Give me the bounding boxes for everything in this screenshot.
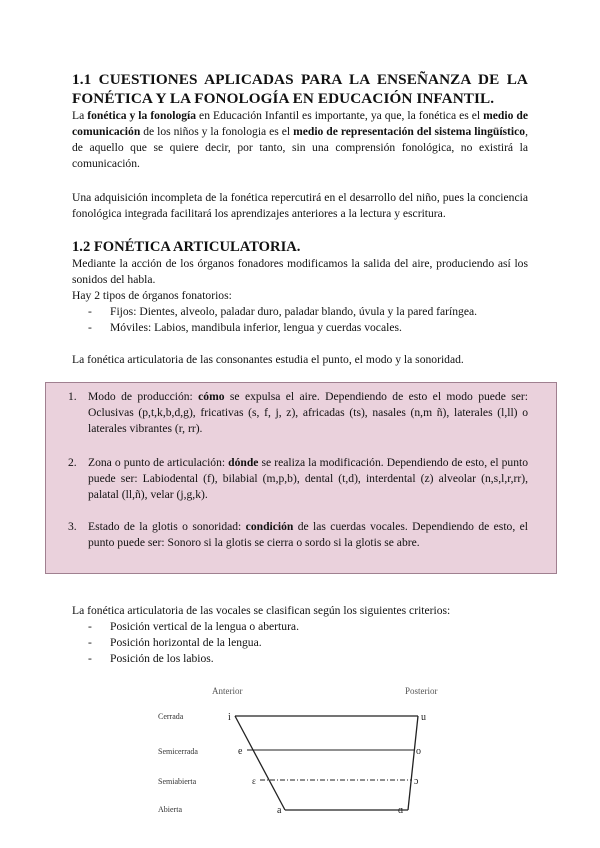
list-item: - Posición vertical de la lengua o abertura. xyxy=(88,620,299,633)
list-item: - Fijos: Dientes, alveolo, paladar duro, paladar blando, úvula y la pared faríngea. xyxy=(88,305,478,318)
vowel-trapezoid-diagram xyxy=(140,682,460,848)
front-label: Anterior xyxy=(212,686,243,696)
row-label-cerrada: Cerrada xyxy=(158,712,184,721)
paragraph-phonatory-organs-intro: Mediante la acción de los órganos fonadores modificamos la salida del aire, produciendo así los sonidos del habla. xyxy=(72,257,528,286)
back-label: Posterior xyxy=(405,686,438,696)
row-label-semiabierta: Semiabierta xyxy=(158,777,197,786)
vowel-criteria-list xyxy=(88,619,299,667)
list-item: - Posición horizontal de la lengua. xyxy=(88,636,262,649)
vowel-open-o: ɔ xyxy=(414,776,419,787)
vowel-open-e: ɛ xyxy=(252,776,256,786)
vowel-e: e xyxy=(238,746,243,757)
consonants-intro: La fonética articulatoria de las consonantes estudia el punto, el modo y la sonoridad. xyxy=(72,353,464,366)
paragraph-phonetics-importance: La fonética y la fonología en Educación Infantil es importante, ya que, la fonética es el medio de comunicación de los niños y la fonologia es el medio de representación del sistema lingüístico, de aquello que se quiere decir, por tanto, sin una comprensión fonológica, no existirá la comunicación. xyxy=(72,109,528,170)
vowel-back-a: ɑ xyxy=(398,805,404,816)
vowel-u: u xyxy=(421,712,426,723)
row-label-semicerrada: Semicerrada xyxy=(158,747,198,756)
front-edge-line xyxy=(235,716,285,810)
vowel-i: i xyxy=(228,712,231,723)
criteria-item-voicing: 3. Estado de la glotis o sonoridad: condición de las cuerdas vocales. Dependiendo de esto, el punto puede ser: Sonoro si la glotis se cierra o sordo si la glotis se abre. xyxy=(68,520,528,549)
vowel-a: a xyxy=(277,805,282,816)
section-heading-1-1: 1.1 CUESTIONES APLICADAS PARA LA ENSEÑANZA DE LA FONÉTICA Y LA FONOLOGÍA EN EDUCACIÓN INFANTIL. xyxy=(72,71,528,107)
criteria-item-place: 2. Zona o punto de articulación: dónde se realiza la modificación. Dependiendo de esto, el punto puede ser: Labiodental (f), bilabial (m,p,b), dental (t,d), interdental (z) alveolar (n,s,l,r,rr), palatal (ll,ñ), velar (j,g,k). xyxy=(68,456,529,501)
section-heading-1-2: 1.2 FONÉTICA ARTICULATORIA. xyxy=(72,239,301,255)
paragraph-incomplete-acquisition: Una adquisición incompleta de la fonética repercutirá en el desarrollo del niño, pues la conciencia fonológica integrada facilitará los aprendizajes anteriores a la lectura y escritura. xyxy=(72,191,528,220)
list-item: - Posición de los labios. xyxy=(88,652,214,665)
back-edge-line xyxy=(408,716,418,810)
row-label-abierta: Abierta xyxy=(158,805,182,814)
organ-types-list xyxy=(88,304,477,336)
organ-types-intro: Hay 2 tipos de órganos fonatorios: xyxy=(72,289,232,302)
criteria-item-manner: 1. Modo de producción: cómo se expulsa el aire. Dependiendo de esto el modo puede ser: Oclusivas (p,t,k,b,d,g), fricativas (s, f, j, z), africadas (ts), nasales (n,m ñ), laterales (l,ll) o laterales vibrantes (r, rr). xyxy=(68,390,528,435)
vowels-intro: La fonética articulatoria de las vocales se clasifican según los siguientes criterios: xyxy=(72,604,451,617)
list-item: - Móviles: Labios, mandibula inferior, lengua y cuerdas vocales. xyxy=(88,321,402,334)
vowel-o: o xyxy=(416,746,421,757)
